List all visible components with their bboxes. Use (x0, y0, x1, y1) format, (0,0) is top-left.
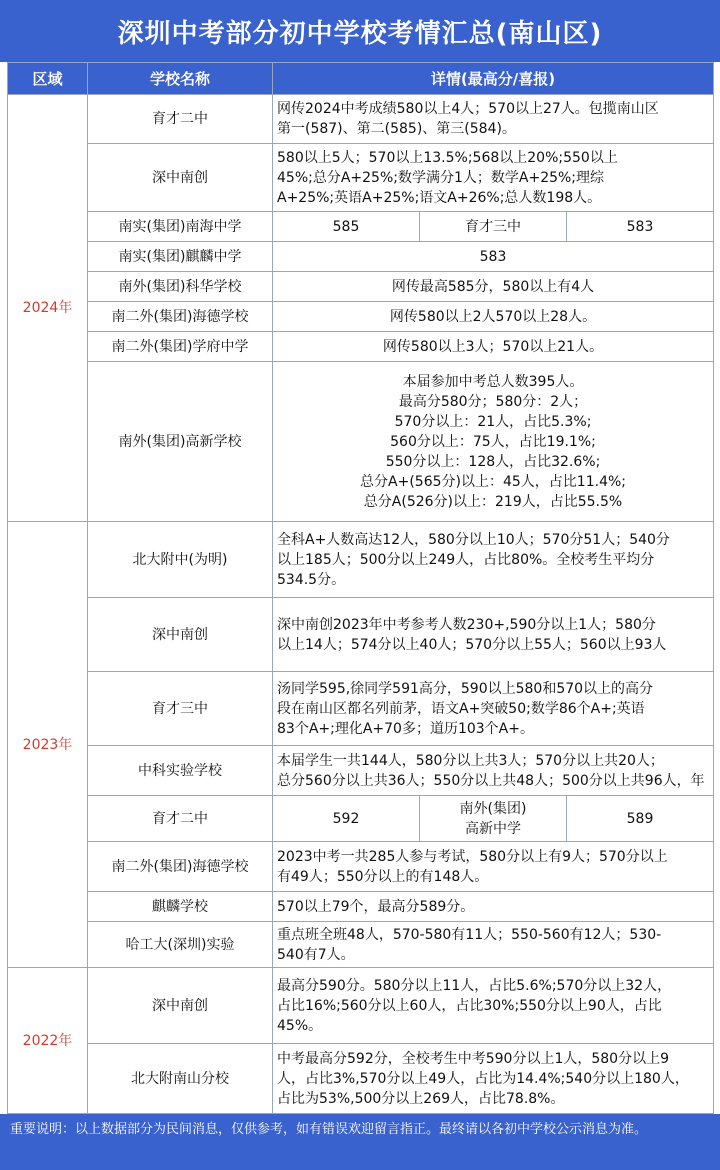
table-row (8, 302, 714, 332)
header-school: 学校名称 (88, 63, 273, 95)
table-row (8, 95, 714, 144)
school-line: 高新中学 (465, 820, 521, 837)
school-name: 南二外(集团)海德学校 (88, 302, 273, 332)
detail-line: 总分560分以上共36人；550分以上共48人；500分以上共96人，年 (277, 772, 705, 789)
school-name: 北大附南山分校 (88, 1044, 273, 1114)
table-row (8, 598, 714, 672)
detail-line: 占比16%;560分以上60人，占比30%;550分以上90人，占比 (277, 997, 662, 1014)
detail-line: 网传2024中考成绩580以上4人；570以上27人。包揽南山区 (277, 101, 659, 117)
year-2023: 2023年 (8, 522, 88, 968)
table-row (8, 212, 714, 242)
score-cell: 592 (273, 796, 420, 842)
detail-cell (273, 95, 714, 144)
detail-cell: 网传580以上3人；570以上21人。 (273, 332, 714, 362)
detail-line: 人，占比3%,570分以上49人，占比为14.4%;540分以上180人， (277, 1070, 689, 1087)
detail-cell (273, 968, 714, 1044)
header-region: 区域 (8, 63, 88, 95)
table-header-row (8, 63, 714, 95)
detail-cell (273, 892, 714, 922)
school-name-secondary: 育才三中 (420, 212, 567, 242)
detail-line: 560分以上：75人，占比19.1%; (390, 433, 596, 450)
detail-line: 本届学生一共144人，580分以上共3人；570分以上共20人； (277, 752, 664, 769)
school-name: 育才二中 (88, 796, 273, 842)
detail-cell (273, 746, 714, 796)
detail-line: 汤同学595,徐同学591高分，590以上580和570以上的高分 (277, 680, 654, 697)
table-row (8, 522, 714, 598)
exam-summary-table (7, 62, 714, 1114)
school-line: 南外(集团) (459, 800, 527, 817)
school-name: 深中南创 (88, 144, 273, 212)
detail-cell (273, 598, 714, 672)
detail-line: A+25%;英语A+25%;语文A+26%;总人数198人。 (277, 189, 602, 206)
table-row (8, 672, 714, 746)
school-name: 中科实验学校 (88, 746, 273, 796)
detail-line: 有49人；550分以上的有148人。 (277, 868, 489, 885)
school-name: 深中南创 (88, 968, 273, 1044)
school-name: 南外(集团)科华学校 (88, 272, 273, 302)
school-name-secondary (420, 796, 567, 842)
school-name: 育才三中 (88, 672, 273, 746)
detail-line: 段在南山区都名列前茅，语文A+突破50;数学86个A+;英语 (277, 700, 645, 717)
disclaimer-note: 重要说明：以上数据部分为民间消息，仅供参考，如有错误欢迎留言指正。最终请以各初中学校公示消息为准。 (0, 1114, 720, 1170)
school-name: 深中南创 (88, 598, 273, 672)
detail-cell: 网传580以上2人570以上28人。 (273, 302, 714, 332)
detail-cell (273, 922, 714, 968)
school-name: 南二外(集团)海德学校 (88, 842, 273, 892)
detail-cell (273, 522, 714, 598)
detail-line: 570分以上：21人，占比5.3%; (394, 413, 592, 430)
table-row (8, 332, 714, 362)
table-row (8, 892, 714, 922)
score-cell: 583 (567, 212, 714, 242)
score-cell: 585 (273, 212, 420, 242)
year-2022: 2022年 (8, 968, 88, 1114)
detail-cell (273, 672, 714, 746)
detail-line: 占比为53%,500分以上269人，占比78.8%。 (277, 1090, 565, 1107)
header-detail: 详情(最高分/喜报) (273, 63, 714, 95)
table-row (8, 242, 714, 272)
table-row (8, 796, 714, 842)
detail-line: 深中南创2023年中考参考人数230+,590分以上1人；580分 (277, 616, 656, 633)
detail-line: 重点班全班48人，570-580有11人；550-560有12人；530- (277, 926, 662, 943)
detail-line: 83个A+;理化A+70多；道历103个A+。 (277, 720, 534, 737)
year-2024: 2024年 (8, 95, 88, 522)
page-title: 深圳中考部分初中学校考情汇总(南山区) (0, 0, 720, 62)
detail-line: 534.5分。 (277, 571, 346, 588)
score-cell: 583 (273, 242, 714, 272)
detail-cell (273, 362, 714, 522)
detail-cell (273, 144, 714, 212)
table-row (8, 362, 714, 522)
detail-line: 540有7人。 (277, 946, 355, 963)
detail-line: 总分A+(565分)以上：45人，占比11.4%; (360, 473, 626, 490)
detail-cell: 网传最高585分，580以上有4人 (273, 272, 714, 302)
detail-line: 以上185人；500分以上249人，占比80%。全校考生平均分 (277, 551, 655, 568)
detail-line: 45%。 (277, 1017, 323, 1034)
detail-line: 580以上5人；570以上13.5%;568以上20%;550以上 (277, 149, 618, 166)
school-name: 南外(集团)高新学校 (88, 362, 273, 522)
detail-line: 全科A+人数高达12人，580分以上10人；570分51人；540分 (277, 531, 670, 548)
detail-line: 2023中考一共285人参与考试，580分以上有9人；570分以上 (277, 848, 668, 865)
table-row (8, 144, 714, 212)
school-name: 麒麟学校 (88, 892, 273, 922)
school-name: 南实(集团)麒麟中学 (88, 242, 273, 272)
detail-line: 最高分590分。580分以上11人，占比5.6%;570分以上32人， (277, 977, 672, 994)
table-row (8, 746, 714, 796)
detail-line: 570以上79个，最高分589分。 (277, 898, 475, 915)
detail-cell (273, 1044, 714, 1114)
school-name: 南二外(集团)学府中学 (88, 332, 273, 362)
table-row (8, 842, 714, 892)
table-row (8, 968, 714, 1044)
detail-line: 45%;总分A+25%;数学满分1人；数学A+25%;理综 (277, 169, 605, 186)
detail-line: 最高分580分；580分：2人； (398, 393, 588, 410)
school-name: 南实(集团)南海中学 (88, 212, 273, 242)
detail-line: 中考最高分592分，全校考生中考590分以上1人，580分以上9 (277, 1050, 669, 1067)
detail-cell (273, 842, 714, 892)
table-row (8, 272, 714, 302)
detail-line: 总分A(526分)以上：219人，占比55.5% (363, 493, 623, 510)
detail-line: 第一(587)、第二(585)、第三(584)。 (277, 121, 516, 137)
school-name: 北大附中(为明) (88, 522, 273, 598)
score-cell: 589 (567, 796, 714, 842)
school-name: 哈工大(深圳)实验 (88, 922, 273, 968)
table-row (8, 922, 714, 968)
table-row (8, 1044, 714, 1114)
detail-line: 以上14人；574分以上40人；570分以上55人；560以上93人 (277, 636, 667, 653)
school-name: 育才二中 (88, 95, 273, 144)
detail-line: 本届参加中考总人数395人。 (402, 373, 584, 390)
detail-line: 550分以上：128人，占比32.6%; (385, 453, 601, 470)
